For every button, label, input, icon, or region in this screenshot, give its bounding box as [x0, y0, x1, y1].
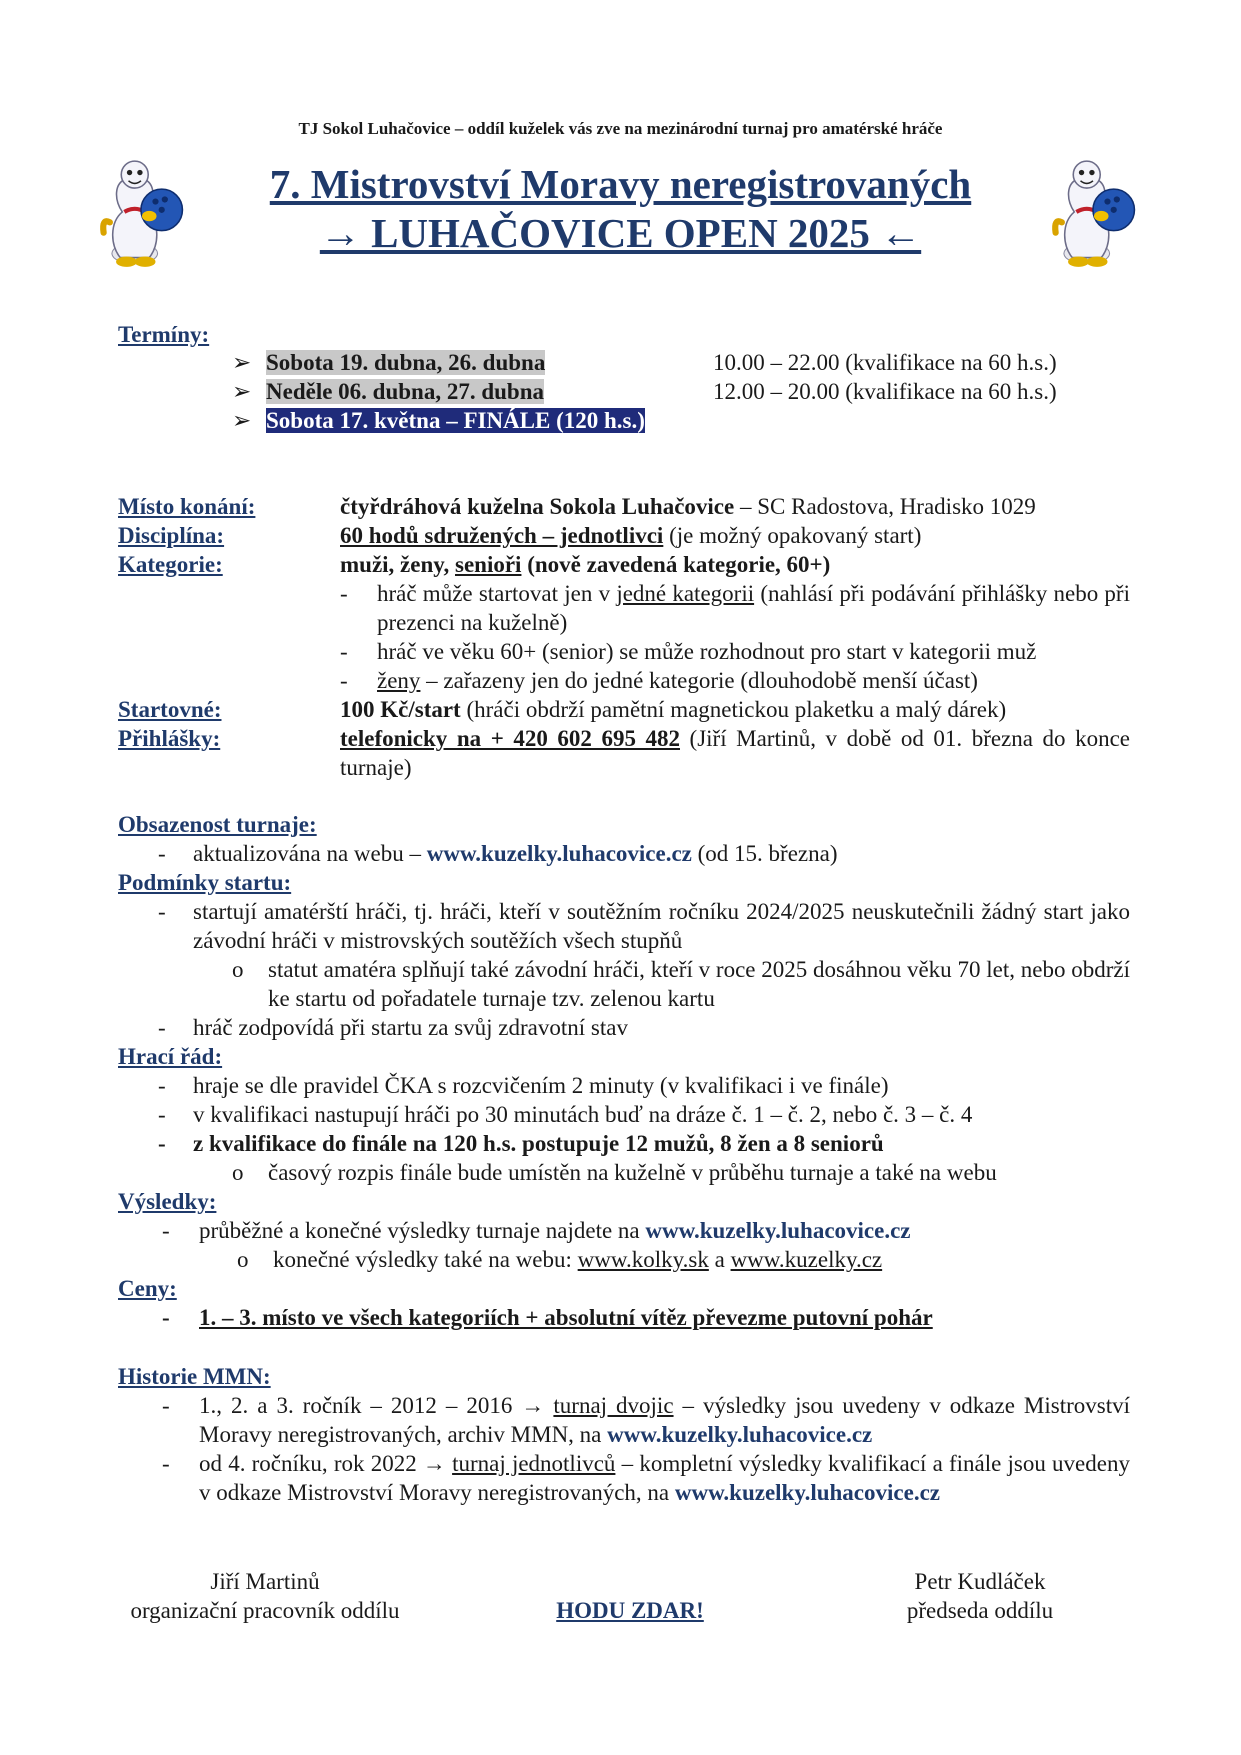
- dash-bullet: -: [162, 1218, 170, 1243]
- intro-line: TJ Sokol Luhačovice – oddíl kuželek vás zve na mezinárodní turnaj pro amatérské hráče: [298, 119, 943, 138]
- startovne-label: Startovné:: [118, 697, 222, 722]
- kolky-link[interactable]: www.kolky.sk: [577, 1247, 709, 1272]
- termin-2-date: Neděle 06. dubna, 27. dubna: [266, 379, 544, 404]
- kuzelky-link[interactable]: www.kuzelky.cz: [730, 1247, 883, 1272]
- vysledky-2: konečné výsledky také na webu: www.kolky.sk a www.kuzelky.cz: [273, 1247, 883, 1272]
- dash-bullet: -: [340, 639, 348, 664]
- vysledky-1: průběžné a konečné výsledky turnaje najdete na www.kuzelky.luhacovice.cz: [199, 1218, 911, 1243]
- termin-1-time: 10.00 – 22.00 (kvalifikace na 60 h.s.): [713, 350, 1057, 375]
- closing-greeting: HODU ZDAR!: [556, 1598, 704, 1623]
- title-line-1: 7. Mistrovství Moravy neregistrovaných: [269, 161, 972, 207]
- dash-bullet: -: [162, 1305, 170, 1330]
- dash-bullet: -: [158, 899, 166, 924]
- disciplina-value: 60 hodů sdružených – jednotlivci (je možný opakovaný start): [340, 523, 922, 548]
- startovne-value: 100 Kč/start (hráči obdrží pamětní magnetickou plaketku a malý dárek): [340, 697, 1007, 722]
- circle-bullet: o: [232, 1160, 244, 1185]
- circle-bullet: o: [232, 957, 244, 982]
- podminky-1a: statut amatéra splňují také závodní hráči, kteří v roce 2025 dosáhnou věku 70 let, nebo obdrží ke startu od pořadatele turnaje tzv. zelenou kartu: [268, 957, 1130, 1011]
- misto-label: Místo konání:: [118, 494, 256, 519]
- historie-2: od 4. ročníku, rok 2022 → turnaj jednotlivců – kompletní výsledky kvalifikací a finále jsou uvedeny v odkaze Mistrovství Moravy neregistrovaných, na www.kuzelky.luhacovice.cz: [199, 1451, 1130, 1505]
- dash-bullet: -: [162, 1393, 170, 1418]
- arrowhead-bullet-icon: ➢: [232, 350, 252, 375]
- kategorie-note-1: hráč může startovat jen v jedné kategorii (nahlásí při podávání přihlášky nebo při prezenci na kuželně): [377, 581, 1130, 635]
- podminky-1: startují amatérští hráči, tj. hráči, kteří v soutěžním ročníku 2024/2025 neuskutečnili žádný start jako závodní hráči v mistrovských soutěžích všech stupňů: [193, 899, 1130, 953]
- ceny-label: Ceny:: [118, 1276, 177, 1301]
- signature-right-role: předseda oddílu: [906, 1598, 1054, 1623]
- obsazenost-label: Obsazenost turnaje:: [118, 812, 317, 837]
- kategorie-note-3: ženy – zařazeny jen do jedné kategorie (dlouhodobě menší účast): [377, 668, 978, 693]
- podminky-label: Podmínky startu:: [118, 870, 292, 895]
- historie-1: 1., 2. a 3. ročník – 2012 – 2016 → turnaj dvojic – výsledky jsou uvedeny v odkaze Mistrovství Moravy neregistrovaných, archiv MMN, na www.kuzelky.luhacovice.cz: [199, 1393, 1131, 1447]
- hraci-rad-2: v kvalifikaci nastupují hráči po 30 minutách buď na dráze č. 1 – č. 2, nebo č. 3 – č. 4: [193, 1102, 973, 1127]
- dash-bullet: -: [158, 1073, 166, 1098]
- disciplina-label: Disciplína:: [118, 523, 225, 548]
- web-link[interactable]: www.kuzelky.luhacovice.cz: [674, 1480, 940, 1505]
- ceny-1: 1. – 3. místo ve všech kategoriích + absolutní vítěz převezme putovní pohár: [199, 1305, 933, 1330]
- dash-bullet: -: [158, 841, 166, 866]
- circle-bullet: o: [237, 1247, 249, 1272]
- dash-bullet: -: [340, 668, 348, 693]
- web-link[interactable]: www.kuzelky.luhacovice.cz: [607, 1422, 873, 1447]
- dash-bullet: -: [158, 1131, 166, 1156]
- termin-2-time: 12.00 – 20.00 (kvalifikace na 60 h.s.): [713, 379, 1057, 404]
- prihlasky-value: telefonicky na + 420 602 695 482 (Jiří Martinů, v době od 01. března do konce turnaje): [340, 726, 1130, 780]
- signature-left-name: Jiří Martinů: [210, 1569, 320, 1594]
- vysledky-label: Výsledky:: [118, 1189, 217, 1214]
- hraci-rad-1: hraje se dle pravidel ČKA s rozcvičením 2 minuty (v kvalifikaci i ve finále): [193, 1073, 889, 1098]
- kategorie-value: muži, ženy, senioři (nově zavedená kategorie, 60+): [340, 552, 831, 577]
- dash-bullet: -: [340, 581, 348, 606]
- title-line-2: → LUHAČOVICE OPEN 2025 ←: [319, 210, 922, 256]
- web-link[interactable]: www.kuzelky.luhacovice.cz: [645, 1218, 911, 1243]
- signature-left-role: organizační pracovník oddílu: [130, 1598, 400, 1623]
- kategorie-note-2: hráč ve věku 60+ (senior) se může rozhodnout pro start v kategorii muž: [377, 639, 1037, 664]
- dash-bullet: -: [158, 1102, 166, 1127]
- dash-bullet: -: [158, 1015, 166, 1040]
- hraci-rad-label: Hrací řád:: [118, 1044, 223, 1069]
- historie-label: Historie MMN:: [118, 1364, 271, 1389]
- prihlasky-label: Přihlášky:: [118, 726, 221, 751]
- obsazenost-text: aktualizována na webu – www.kuzelky.luhacovice.cz (od 15. března): [193, 841, 838, 866]
- podminky-2: hráč zodpovídá při startu za svůj zdravotní stav: [193, 1015, 628, 1040]
- kategorie-label: Kategorie:: [118, 552, 223, 577]
- web-link[interactable]: www.kuzelky.luhacovice.cz: [426, 841, 692, 866]
- hraci-rad-3: z kvalifikace do finále na 120 h.s. postupuje 12 mužů, 8 žen a 8 seniorů: [193, 1131, 884, 1156]
- misto-value: čtyřdráhová kuželna Sokola Luhačovice – SC Radostova, Hradisko 1029: [340, 494, 1036, 519]
- termin-final-date: Sobota 17. května – FINÁLE (120 h.s.): [266, 408, 645, 433]
- termin-1-date: Sobota 19. dubna, 26. dubna: [266, 350, 546, 375]
- arrowhead-bullet-icon: ➢: [232, 408, 252, 433]
- arrowhead-bullet-icon: ➢: [232, 379, 252, 404]
- section-terminy-label: Termíny:: [118, 322, 210, 347]
- signature-right-name: Petr Kudláček: [914, 1569, 1046, 1594]
- hraci-rad-3a: časový rozpis finále bude umístěn na kuželně v průběhu turnaje a také na webu: [268, 1160, 997, 1185]
- dash-bullet: -: [162, 1451, 170, 1476]
